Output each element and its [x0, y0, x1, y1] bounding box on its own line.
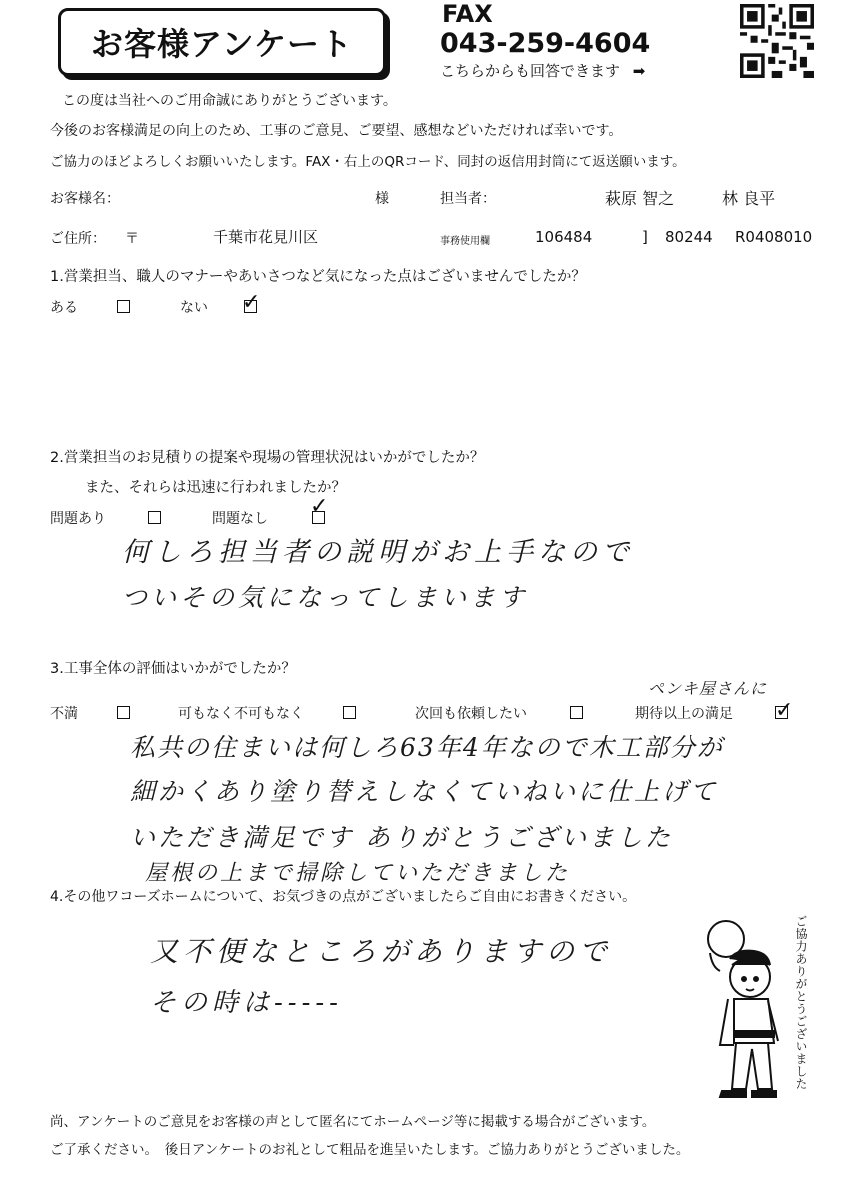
office-code-3: R0408010 [735, 228, 813, 246]
q3-option-4-label: 期待以上の満足 [635, 706, 733, 722]
footer-line-2: ご了承ください。 後日アンケートのお礼として粗品を進呈いたします。ご協力ありがとうございました。 [50, 1142, 690, 1158]
q3-answer-line-1: 私共の住まいは何しろ63年4年なので木工部分が [130, 733, 724, 762]
q2-check-mark-icon: ✓ [310, 494, 329, 519]
q3-option-1-label: 不満 [50, 706, 78, 722]
q3-answer-line-2: 細かくあり塗り替えしなくていねいに仕上げて [130, 777, 719, 806]
q2-answer-line-1: 何しろ担当者の説明がお上手なので [122, 537, 634, 568]
q2-option-1-label: 問題あり [50, 511, 106, 527]
q1-option-1-label: ある [50, 300, 78, 316]
q2-option-1-checkbox[interactable] [148, 511, 161, 524]
q3-check-mark-icon: ✓ [775, 698, 794, 723]
q1-question: 1.営業担当、職人のマナーやあいさつなど気になった点はございませんでしたか？ [50, 269, 586, 285]
q2-question-line-1: 2.営業担当のお見積りの提案や現場の管理状況はいかがでしたか？ [50, 450, 485, 466]
q3-option-3-label: 次回も依頼したい [415, 706, 527, 722]
fax-number: 043-259-4604 [440, 28, 651, 59]
honorific: 様 [375, 191, 389, 207]
thanks-vertical-text: ご協力ありがとうございました [794, 915, 808, 1090]
office-code-2: 80244 [665, 228, 713, 246]
q3-option-3-checkbox[interactable] [570, 706, 583, 719]
fax-label: FAX [442, 0, 493, 28]
address-value: 千葉市花見川区 [213, 228, 319, 246]
q4-question: 4.その他ワコーズホームについて、お気づきの点がございましたらご自由にお書きください。 [50, 889, 637, 905]
q2-question-line-2: また、それらは迅速に行われましたか？ [85, 480, 346, 496]
q3-question: 3.工事全体の評価はいかがでしたか？ [50, 661, 296, 677]
office-code-1: 106484 [535, 228, 593, 246]
staff-name-1: 萩原 智之 [605, 189, 675, 208]
q4-answer-line-2: その時は----- [150, 988, 343, 1018]
q1-check-mark-icon: ✓ [242, 290, 261, 315]
bowing-character-illustration [690, 915, 790, 1105]
intro-line-2: 今後のお客様満足の向上のため、工事のご意見、ご要望、感想などいただければ幸いです。 [50, 123, 623, 139]
q2-answer-line-2: ついその気になってしまいます [122, 583, 529, 612]
address-label: ご住所： [50, 231, 106, 247]
customer-name-label: お客様名： [50, 191, 120, 207]
fax-note [440, 60, 645, 81]
q3-answer-line-3: いただき満足です ありがとうございました [130, 823, 673, 852]
survey-title-box [58, 8, 386, 76]
q3-option-2-label: 可もなく不可もなく [178, 706, 304, 722]
fax-note-text: こちらからも回答できます [440, 62, 621, 80]
right-arrow-icon: ➡ [632, 62, 646, 80]
q3-option-1-checkbox[interactable] [117, 706, 130, 719]
bracket-mark: ] [642, 228, 648, 246]
intro-line-3: ご協力のほどよろしくお願いいたします。FAX・右上のQRコード、同封の返信用封筒にて返送願います。 [50, 154, 686, 170]
q1-option-1-checkbox[interactable] [117, 300, 130, 313]
footer-line-1: 尚、アンケートのご意見をお客様の声として匿名にてホームページ等に掲載する場合がございます。 [50, 1114, 656, 1130]
intro-line-1: この度は当社へのご用命誠にありがとうございます。 [62, 93, 397, 109]
q4-answer-line-1: 又不便なところがありますので [150, 935, 613, 968]
staff-name-2: 林 良平 [722, 189, 776, 208]
postal-mark: 〒 [125, 231, 139, 247]
staff-label: 担当者： [440, 191, 496, 207]
q3-answer-line-4: 屋根の上まで掃除していただきました [145, 861, 571, 886]
q3-note-above: ペンキ屋さんに [648, 679, 768, 698]
qr-code-icon[interactable] [740, 4, 814, 78]
survey-title: お客様アンケート [90, 25, 354, 63]
q1-option-2-label: ない [180, 300, 208, 316]
office-use-label: 事務使用欄 [440, 236, 490, 247]
q2-option-2-label: 問題なし [212, 511, 268, 527]
q3-option-2-checkbox[interactable] [343, 706, 356, 719]
